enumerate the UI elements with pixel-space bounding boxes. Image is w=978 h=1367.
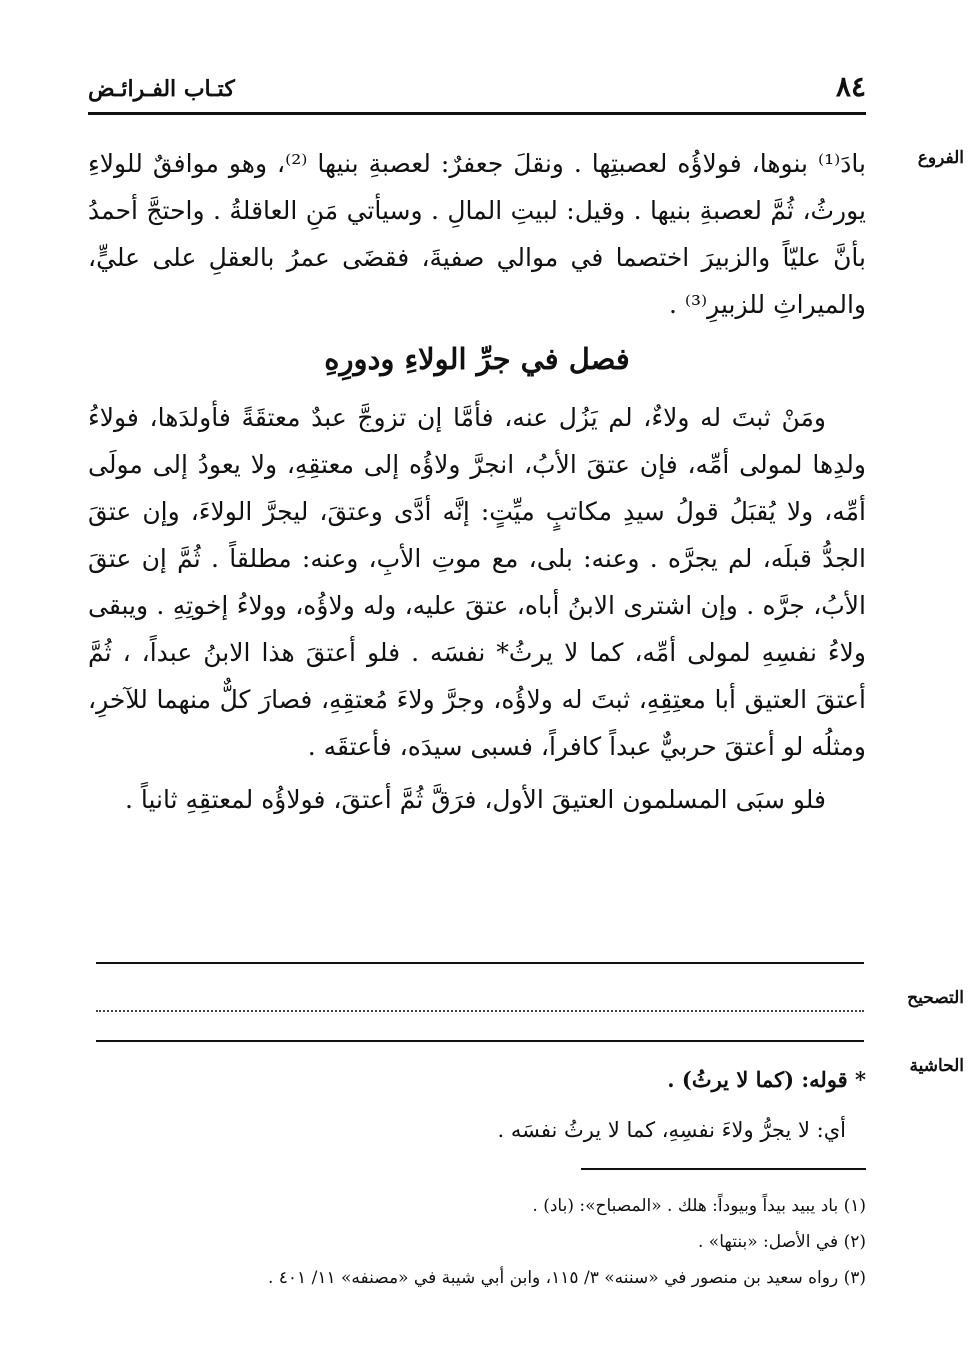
footnote-3: (٣) رواه سعيد بن منصور في «سننه» ٣/ ١١٥، وابن أبي شيبة في «مصنفه» ١١/ ٤٠١ . bbox=[267, 1268, 866, 1288]
tashih-rule-top bbox=[96, 962, 864, 964]
footnote-1: (١) باد يبيد بيداً وبيوداً: هلك . «المصباح»: (باد) . bbox=[532, 1196, 866, 1216]
tashih-dotted-line bbox=[96, 1010, 864, 1012]
page-number: ٨٤ bbox=[835, 70, 866, 103]
side-label-tashih: التصحيح bbox=[907, 988, 964, 1008]
paragraph-3: فلو سبَى المسلمون العتيقَ الأول، فرَقَّ ثُمَّ أعتقَ، فولاؤُه لمعتقِهِ ثانياً . bbox=[124, 785, 826, 814]
tashih-rule-bottom bbox=[96, 1040, 864, 1042]
paragraph-2: ومَنْ ثبتَ له ولاءٌ، لم يَزُل عنه، فأمَّا إن تزوجَّ عبدٌ معتقَةً فأولدَها، فولاءُ ولدِها لمولى أمِّه، فإن عتقَ الأبُ، انجرَّ ولاؤُه إلى معتقِهِ، ولا يعودُ إلى مولَى أمِّه، ولا يُقبَلُ قولُ سيدِ مكاتبٍ ميِّتٍ: إنَّه أدَّى وعتقَ، ليجرَّ الولاءَ، وإن عتقَ الجدُّ قبلَه، لم يجرَّه . وعنه: بلى، مع موتِ الأبِ، وعنه: مطلقاً . ثُمَّ إن عتقَ الأبُ، جرَّه . وإن اشترى الابنُ أباه، عتقَ عليه، وله ولاؤُه، وولاءُ إخوتِهِ . ويبقى ولاءُ نفسِهِ لمولى أمِّه، كما لا يرثُ* نفسَه . فلو أعتقَ هذا الابنُ عبداً، ، ثُمَّ أعتقَ العتيق أبا معتِقِهِ، ثبتَ له ولاؤُه، وجرَّ ولاءَ مُعتقِهِ، فصارَ كلٌّ منهما للآخرِ، ومثلُه لو أعتقَ حربيٌّ عبداً كافراً، فسبى سيدَه، فأعتقَه . bbox=[88, 403, 866, 761]
running-title: كتـاب الفـرائـض bbox=[88, 76, 235, 102]
header-rule bbox=[88, 112, 866, 115]
hashiya-notes bbox=[96, 1060, 866, 1150]
hashiya-body: أي: لا يجرُّ ولاءَ نفسِهِ، كما لا يرثُ نفسَه . bbox=[497, 1118, 846, 1142]
footnote-2: (٢) في الأصل: «بنتها» . bbox=[698, 1232, 866, 1252]
main-text bbox=[88, 140, 866, 823]
footnote-rule bbox=[581, 1168, 866, 1170]
paragraph-1: بادَ⁽¹⁾ بنوها، فولاؤُه لعصبتِها . ونقلَ جعفرٌ: لعصبةِ بنيها ⁽²⁾، وهو موافقٌ للولاءِ يورثُ، ثُمَّ لعصبةِ بنيها . وقيل: لبيتِ المالِ . وسيأتي مَنِ العاقلةُ . واحتجَّ أحمدُ بأنَّ عليّاً والزبيرَ اختصما في موالي صفيةَ، فقضَى عمرُ بالعقلِ على عليٍّ، والميراثِ للزبيرِ⁽³⁾ . bbox=[88, 149, 866, 319]
hashiya-title: * قوله: (كما لا يرثُ) . bbox=[667, 1067, 866, 1092]
side-label-hashiya: الحاشية bbox=[909, 1056, 964, 1076]
section-heading: فصل في جرِّ الولاءِ ودورِهِ bbox=[324, 342, 630, 376]
page-header bbox=[88, 70, 866, 110]
side-label-furu: الفروع bbox=[917, 148, 964, 168]
footnotes bbox=[96, 1188, 866, 1296]
